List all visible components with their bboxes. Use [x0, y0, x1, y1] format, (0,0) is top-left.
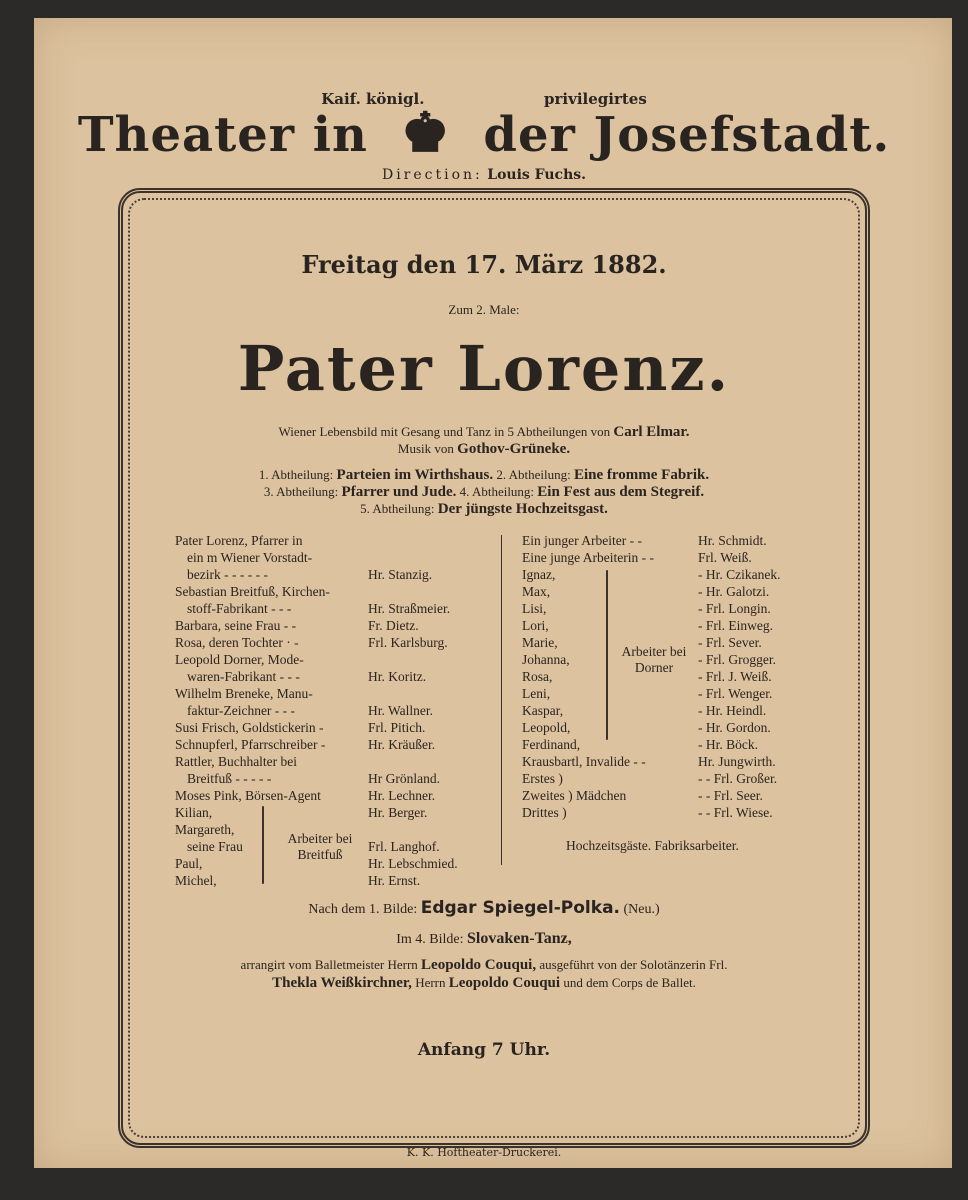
act-name: Pfarrer und Jude. — [341, 484, 457, 500]
act-name: Ein Fest aus dem Stegreif. — [537, 484, 705, 500]
cast-role: Margareth, — [175, 822, 235, 837]
act-name: Parteien im Wirthshaus. — [336, 467, 494, 483]
cast-role: Ferdinand, — [522, 737, 581, 752]
cast-actor: - Hr. Heindl. — [698, 703, 767, 718]
brace-right — [606, 570, 608, 740]
performance-count: Zum 2. Male: — [448, 302, 520, 317]
cast-role: Erstes ) — [522, 771, 563, 786]
subtitle-text: Wiener Lebensbild mit Gesang und Tanz in 5 Abtheilungen von — [278, 424, 611, 439]
cast-role: Rattler, Buchhalter bei — [175, 754, 298, 769]
acts-line-1 — [0, 467, 968, 484]
double-eagle-icon: ♚ — [400, 100, 451, 164]
ballet-text: Herrn — [415, 975, 446, 990]
cast-actor: - - Frl. Seer. — [698, 788, 763, 803]
cast-role: seine Frau — [187, 839, 243, 854]
cast-actor: Hr. Koritz. — [368, 669, 427, 684]
cast-actor: Hr. Kräußer. — [368, 737, 436, 752]
cast-actor: Hr. Lebschmied. — [368, 856, 458, 871]
performance-date: Freitag den 17. März 1882. — [301, 250, 667, 279]
cast-actor: - Hr. Galotzi. — [698, 584, 770, 599]
cast-actor: - Frl. Grogger. — [698, 652, 776, 667]
cast-role: Max, — [522, 584, 551, 599]
cast-role: Kaspar, — [522, 703, 564, 718]
direction-label: Direction: — [381, 167, 483, 183]
column-divider — [501, 535, 502, 865]
cast-actor: - - Frl. Großer. — [698, 771, 778, 786]
cast-actor: - Frl. J. Weiß. — [698, 669, 772, 684]
cast-role: Wilhelm Breneke, Manu- — [175, 686, 313, 701]
cast-role: Lisi, — [522, 601, 547, 616]
cast-role: Sebastian Breitfuß, Kirchen- — [175, 584, 330, 599]
cast-actor: Frl. Langhof. — [368, 839, 440, 854]
ballet-text: Im 4. Bilde: — [396, 932, 464, 947]
polka-title: Edgar Spiegel-Polka. — [420, 898, 620, 918]
group-label-left: Arbeiter bei Breitfuß — [287, 831, 353, 862]
cast-role: Leopold, — [522, 720, 571, 735]
cast-role: Lori, — [522, 618, 549, 633]
cast-role: Ignaz, — [522, 567, 556, 582]
cast-role: Schnupferl, Pfarrschreiber - — [175, 737, 326, 752]
cast-actor: Hr. Berger. — [368, 805, 428, 820]
cast-role: Kilian, — [175, 805, 213, 820]
cast-actor: Hr. Schmidt. — [698, 533, 767, 548]
title-left: Theater in — [77, 107, 368, 163]
cast-actor: Hr Grönland. — [368, 771, 440, 786]
subtitle-line — [0, 424, 968, 441]
cast-role: Breitfuß - - - - - — [187, 771, 272, 786]
cast-role: Rosa, — [522, 669, 553, 684]
play-title: Pater Lorenz. — [237, 332, 731, 405]
cast-actor: Hr. Stanzig. — [368, 567, 433, 582]
act-label: 4. Abtheilung: — [459, 484, 535, 499]
cast-actor: - Frl. Einweg. — [698, 618, 773, 633]
act-name: Eine fromme Fabrik. — [573, 467, 710, 483]
cast-role: Zweites ) Mädchen — [522, 788, 627, 803]
dance-title: Slovaken-Tanz, — [467, 930, 572, 947]
cast-role: Leopold Dorner, Mode- — [175, 652, 304, 667]
cast-actor: Hr. Jungwirth. — [698, 754, 776, 769]
direction-line — [0, 167, 968, 183]
cast-role: Krausbartl, Invalide - - — [522, 754, 646, 769]
ballet-text: Nach dem 1. Bilde: — [308, 902, 418, 917]
ballet-text: und dem Corps de Ballet. — [563, 975, 696, 990]
cast-role: Paul, — [175, 856, 203, 871]
extras-line: Hochzeitsgäste. Fabriksarbeiter. — [566, 838, 739, 853]
cast-role: Barbara, seine Frau - - — [175, 618, 297, 633]
ballet-master: Leopoldo Couqui, — [421, 957, 537, 973]
title-right: der Josefstadt. — [483, 107, 891, 163]
cast-role: Ein junger Arbeiter - - — [522, 533, 642, 548]
act-label: 1. Abtheilung: — [258, 467, 334, 482]
cast-role: Moses Pink, Börsen-Agent — [175, 788, 321, 803]
act-label: 3. Abtheilung: — [263, 484, 339, 499]
ballet-master: Leopoldo Couqui — [448, 975, 561, 991]
cast-role: Eine junge Arbeiterin - - — [522, 550, 654, 565]
cast-role: bezirk - - - - - - — [187, 567, 268, 582]
cast-role: Johanna, — [522, 652, 570, 667]
cast-role: waren-Fabrikant - - - — [187, 669, 300, 684]
kaif-text: Kaif. königl. — [321, 90, 425, 108]
act-name: Der jüngste Hochzeitsgast. — [437, 501, 608, 517]
cast-role: Pater Lorenz, Pfarrer in — [175, 533, 303, 548]
group-label-right: Arbeiter bei Dorner — [621, 644, 687, 675]
theater-title — [0, 100, 968, 164]
composer: Gothov-Grüneke. — [457, 441, 571, 457]
priv-text: privilegirtes — [544, 90, 647, 108]
ballet-text: (Neu.) — [623, 902, 660, 917]
cast-role: Rosa, deren Tochter · - — [175, 635, 299, 650]
acts-line-3 — [0, 501, 968, 518]
cast-role: ein m Wiener Vorstadt- — [187, 550, 313, 565]
ballet-text: ausgeführt von der Solotänzerin Frl. — [539, 957, 728, 972]
printer-credit: K. K. Hoftheater-Druckerei. — [406, 1146, 562, 1159]
music-label: Musik von — [397, 441, 454, 456]
cast-actor: - Frl. Wenger. — [698, 686, 773, 701]
cast-role: stoff-Fabrikant - - - — [187, 601, 292, 616]
cast-role: Susi Frisch, Goldstickerin - — [175, 720, 324, 735]
music-line — [0, 441, 968, 458]
ballet-text: arrangirt vom Balletmeister Herrn — [240, 957, 418, 972]
brace-left — [262, 806, 264, 884]
cast-role: Leni, — [522, 686, 551, 701]
cast-actor: Hr. Ernst. — [368, 873, 421, 888]
author: Carl Elmar. — [613, 424, 690, 440]
cast-actor: - - Frl. Wiese. — [698, 805, 773, 820]
cast-role: Marie, — [522, 635, 558, 650]
ballet-line-2 — [0, 930, 968, 948]
cast-role: faktur-Zeichner - - - — [187, 703, 296, 718]
director-name: Louis Fuchs. — [487, 167, 586, 183]
cast-actor: Hr. Lechner. — [368, 788, 436, 803]
cast-role: Michel, — [175, 873, 217, 888]
act-label: 2. Abtheilung: — [496, 467, 571, 482]
cast-actor: Frl. Weiß. — [698, 550, 752, 565]
soloist: Thekla Weißkirchner, — [272, 975, 412, 991]
cast-actor: - Frl. Longin. — [698, 601, 771, 616]
cast-actor: - Hr. Czikanek. — [698, 567, 781, 582]
cast-actor: Hr. Straßmeier. — [368, 601, 451, 616]
start-time: Anfang 7 Uhr. — [417, 1040, 551, 1060]
cast-role: Drittes ) — [522, 805, 567, 820]
acts-line-2 — [0, 484, 968, 501]
cast-actor: Frl. Karlsburg. — [368, 635, 448, 650]
cast-actor: - Frl. Sever. — [698, 635, 762, 650]
ballet-line-4 — [0, 975, 968, 992]
ballet-line-1 — [0, 898, 968, 918]
cast-actor: Hr. Wallner. — [368, 703, 434, 718]
ballet-line-3 — [0, 957, 968, 974]
act-label: 5. Abtheilung: — [360, 501, 435, 516]
cast-actor: - Hr. Böck. — [698, 737, 758, 752]
cast-actor: Frl. Pitich. — [368, 720, 426, 735]
cast-actor: Fr. Dietz. — [368, 618, 419, 633]
cast-actor: - Hr. Gordon. — [698, 720, 771, 735]
